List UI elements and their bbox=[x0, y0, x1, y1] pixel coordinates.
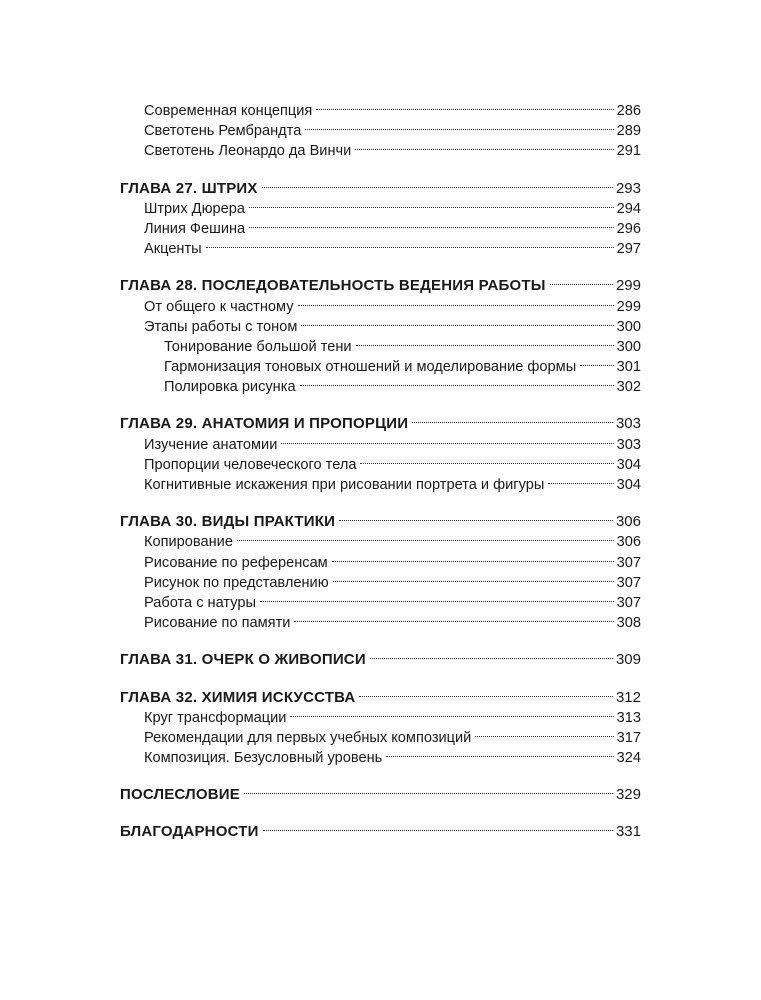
dot-leader bbox=[294, 607, 613, 627]
toc-entry-page-number: 302 bbox=[616, 379, 641, 396]
toc-entry-page-number: 304 bbox=[616, 477, 641, 493]
table-of-contents bbox=[120, 95, 641, 841]
toc-entry-title: ГЛАВА 28. ПОСЛЕДОВАТЕЛЬНОСТЬ ВЕДЕНИЯ РАБОТЫ bbox=[120, 277, 546, 295]
dot-leader bbox=[370, 644, 613, 664]
dot-leader bbox=[260, 587, 614, 607]
toc-entry-title: Гармонизация тоновых отношений и моделирование формы bbox=[164, 359, 577, 376]
toc-entry-title: Круг трансформации bbox=[144, 709, 287, 726]
dot-leader bbox=[262, 173, 613, 193]
toc-chapter-entry bbox=[120, 644, 641, 669]
dot-leader bbox=[356, 331, 614, 351]
toc-entry-title: Работа с натуры bbox=[144, 594, 257, 611]
toc-section-entry bbox=[120, 429, 641, 453]
dot-leader bbox=[339, 506, 613, 526]
dot-leader bbox=[281, 429, 613, 449]
toc-entry-title: Этапы работы с тоном bbox=[144, 318, 298, 335]
dot-leader bbox=[244, 779, 613, 799]
toc-entry-title: Современная концепция bbox=[144, 103, 313, 119]
toc-entry-page-number: 293 bbox=[615, 179, 641, 197]
toc-entry-title: Пропорции человеческого тела bbox=[144, 456, 357, 473]
toc-entry-page-number: 286 bbox=[616, 103, 641, 119]
dot-leader bbox=[301, 311, 613, 331]
dot-leader bbox=[360, 449, 613, 469]
toc-entry-title: Тонирование большой тени bbox=[164, 338, 352, 355]
toc-section-entry bbox=[120, 95, 641, 119]
dot-leader bbox=[206, 233, 614, 253]
toc-section-entry bbox=[120, 233, 641, 258]
toc-chapter-entry bbox=[120, 816, 641, 841]
toc-entry-page-number: 312 bbox=[615, 688, 641, 706]
toc-entry-title: Штрих Дюрера bbox=[144, 200, 245, 217]
dot-leader bbox=[290, 702, 613, 722]
toc-entry-page-number: 329 bbox=[615, 786, 641, 804]
toc-entry-title: БЛАГОДАРНОСТИ bbox=[120, 823, 259, 841]
dot-leader bbox=[249, 213, 613, 233]
toc-entry-page-number: 331 bbox=[615, 823, 641, 841]
toc-chapter-entry bbox=[120, 270, 641, 295]
toc-subsection-entry bbox=[120, 351, 641, 376]
toc-entry-page-number: 317 bbox=[616, 729, 641, 746]
toc-chapter-entry bbox=[120, 682, 641, 706]
dot-leader bbox=[359, 682, 613, 702]
toc-entry-title: Полировка рисунка bbox=[164, 379, 296, 396]
toc-section-entry bbox=[120, 567, 641, 591]
toc-section-entry bbox=[120, 135, 641, 160]
dot-leader bbox=[263, 816, 613, 836]
dot-leader bbox=[300, 371, 614, 391]
toc-chapter-entry bbox=[120, 173, 641, 197]
toc-entry-page-number: 301 bbox=[616, 359, 641, 376]
toc-entry-page-number: 306 bbox=[615, 513, 641, 531]
toc-entry-title: ГЛАВА 31. ОЧЕРК О ЖИВОПИСИ bbox=[120, 651, 366, 669]
toc-section-entry bbox=[120, 722, 641, 746]
toc-entry-page-number: 307 bbox=[616, 594, 641, 611]
toc-entry-title: Линия Фешина bbox=[144, 220, 246, 237]
toc-entry-title: Рекомендации для первых учебных композиций bbox=[144, 729, 472, 746]
toc-section-entry bbox=[120, 587, 641, 611]
toc-section-entry bbox=[120, 742, 641, 767]
toc-entry-page-number: 307 bbox=[616, 574, 641, 591]
toc-section-entry bbox=[120, 115, 641, 140]
toc-entry-title: ГЛАВА 29. АНАТОМИЯ И ПРОПОРЦИИ bbox=[120, 415, 409, 433]
toc-entry-page-number: 307 bbox=[616, 554, 641, 571]
dot-leader bbox=[237, 526, 614, 546]
toc-entry-title: ГЛАВА 30. ВИДЫ ПРАКТИКИ bbox=[120, 513, 336, 531]
toc-entry-page-number: 313 bbox=[616, 709, 641, 726]
dot-leader bbox=[550, 270, 613, 290]
toc-subsection-entry bbox=[120, 331, 641, 355]
toc-entry-page-number: 300 bbox=[616, 338, 641, 355]
toc-entry-title: Копирование bbox=[144, 534, 233, 551]
dot-leader bbox=[355, 135, 613, 155]
toc-section-entry bbox=[120, 547, 641, 571]
toc-section-entry bbox=[120, 291, 641, 315]
toc-entry-page-number: 299 bbox=[616, 298, 641, 315]
toc-section-entry bbox=[120, 526, 641, 551]
toc-entry-title: Композиция. Безусловный уровень bbox=[144, 750, 383, 767]
dot-leader bbox=[298, 291, 614, 311]
toc-entry-title: Изучение анатомии bbox=[144, 436, 278, 453]
toc-entry-title: Рисование по памяти bbox=[144, 615, 291, 632]
toc-entry-title: Светотень Леонардо да Винчи bbox=[144, 143, 352, 160]
toc-entry-page-number: 306 bbox=[616, 534, 641, 551]
dot-leader bbox=[316, 95, 613, 115]
toc-chapter-entry bbox=[120, 408, 641, 433]
toc-entry-page-number: 309 bbox=[615, 651, 641, 669]
toc-entry-title: Когнитивные искажения при рисовании портрета и фигуры bbox=[144, 477, 545, 493]
toc-entry-page-number: 300 bbox=[616, 318, 641, 335]
dot-leader bbox=[548, 469, 613, 489]
toc-chapter-entry bbox=[120, 779, 641, 804]
toc-entry-title: От общего к частному bbox=[144, 298, 294, 315]
dot-leader bbox=[580, 351, 613, 371]
toc-entry-page-number: 303 bbox=[615, 415, 641, 433]
toc-entry-page-number: 308 bbox=[616, 615, 641, 632]
dot-leader bbox=[249, 193, 614, 213]
dot-leader bbox=[412, 408, 613, 428]
toc-entry-title: Акценты bbox=[144, 241, 202, 258]
dot-leader bbox=[333, 567, 614, 587]
toc-entry-page-number: 294 bbox=[616, 200, 641, 217]
toc-entry-title: ГЛАВА 27. ШТРИХ bbox=[120, 179, 258, 197]
dot-leader bbox=[305, 115, 613, 135]
toc-section-entry bbox=[120, 311, 641, 335]
toc-entry-page-number: 296 bbox=[616, 220, 641, 237]
toc-subsection-entry bbox=[120, 371, 641, 396]
dot-leader bbox=[386, 742, 613, 762]
toc-entry-title: Светотень Рембрандта bbox=[144, 123, 302, 140]
toc-chapter-entry bbox=[120, 506, 641, 531]
toc-entry-title: ПОСЛЕСЛОВИЕ bbox=[120, 786, 240, 804]
toc-entry-title: Рисунок по представлению bbox=[144, 574, 329, 591]
toc-entry-page-number: 297 bbox=[616, 241, 641, 258]
dot-leader bbox=[332, 547, 614, 567]
toc-section-entry bbox=[120, 193, 641, 217]
toc-entry-page-number: 289 bbox=[616, 123, 641, 140]
dot-leader bbox=[475, 722, 613, 742]
toc-section-entry bbox=[120, 449, 641, 473]
toc-section-entry bbox=[120, 213, 641, 237]
toc-entry-page-number: 304 bbox=[616, 456, 641, 473]
toc-entry-title: Рисование по референсам bbox=[144, 554, 328, 571]
toc-entry-page-number: 291 bbox=[616, 143, 641, 160]
toc-section-entry bbox=[120, 469, 641, 493]
toc-entry-page-number: 303 bbox=[616, 436, 641, 453]
toc-entry-page-number: 324 bbox=[616, 750, 641, 767]
toc-section-entry bbox=[120, 607, 641, 632]
toc-entry-title: ГЛАВА 32. ХИМИЯ ИСКУССТВА bbox=[120, 688, 356, 706]
toc-section-entry bbox=[120, 702, 641, 726]
toc-entry-page-number: 299 bbox=[615, 277, 641, 295]
